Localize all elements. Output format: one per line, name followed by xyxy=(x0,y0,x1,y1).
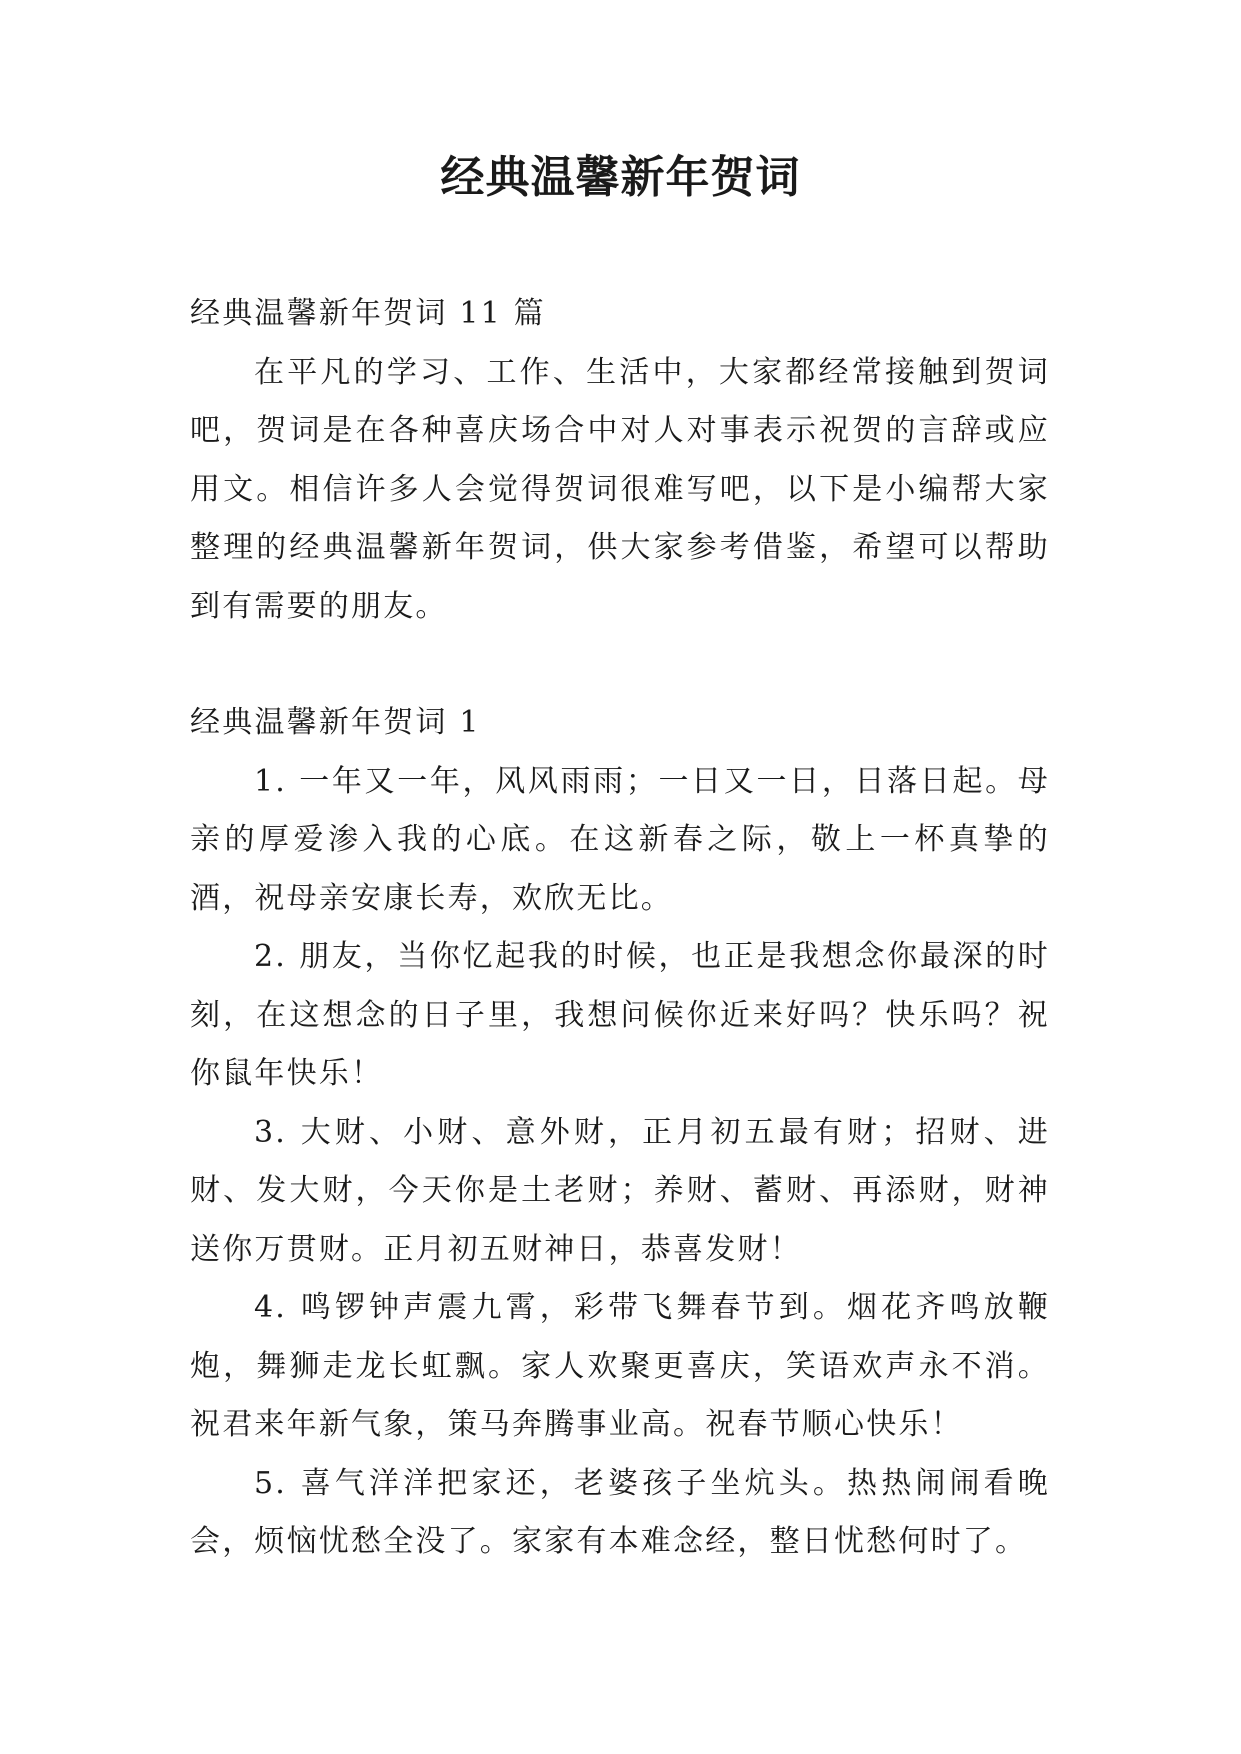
intro-paragraph: 在平凡的学习、工作、生活中，大家都经常接触到贺词吧，贺词是在各种喜庆场合中对人对事表示祝贺的言辞或应用文。相信许多人会觉得贺词很难写吧，以下是小编帮大家整理的经典温馨新年贺词，供大家参考借鉴，希望可以帮助到有需要的朋友。 xyxy=(190,354,1050,624)
greeting-item-1: 1. 一年又一年，风风雨雨；一日又一日，日落日起。母亲的厚爱渗入我的心底。在这新春之际，敬上一杯真挚的酒，祝母亲安康长寿，欢欣无比。 xyxy=(190,763,1050,916)
section-heading: 经典温馨新年贺词 1 xyxy=(190,705,481,740)
document-body xyxy=(190,285,1050,1572)
greeting-item-3: 3. 大财、小财、意外财，正月初五最有财；招财、进财、发大财，今天你是土老财；养财、蓄财、再添财，财神送你万贯财。正月初五财神日，恭喜发财！ xyxy=(190,1114,1050,1267)
greeting-item-4: 4. 鸣锣钟声震九霄，彩带飞舞春节到。烟花齐鸣放鞭炮，舞狮走龙长虹飘。家人欢聚更喜庆，笑语欢声永不消。祝君来年新气象，策马奔腾事业高。祝春节顺心快乐！ xyxy=(190,1290,1050,1442)
document-subtitle: 经典温馨新年贺词 11 篇 xyxy=(190,296,546,331)
document-title: 经典温馨新年贺词 xyxy=(440,152,801,203)
greeting-item-5: 5. 喜气洋洋把家还，老婆孩子坐炕头。热热闹闹看晚会，烦恼忧愁全没了。家家有本难念经，整日忧愁何时了。 xyxy=(190,1465,1050,1559)
greeting-item-2: 2. 朋友，当你忆起我的时候，也正是我想念你最深的时刻，在这想念的日子里，我想问候你近来好吗？快乐吗？祝你鼠年快乐！ xyxy=(190,939,1050,1091)
